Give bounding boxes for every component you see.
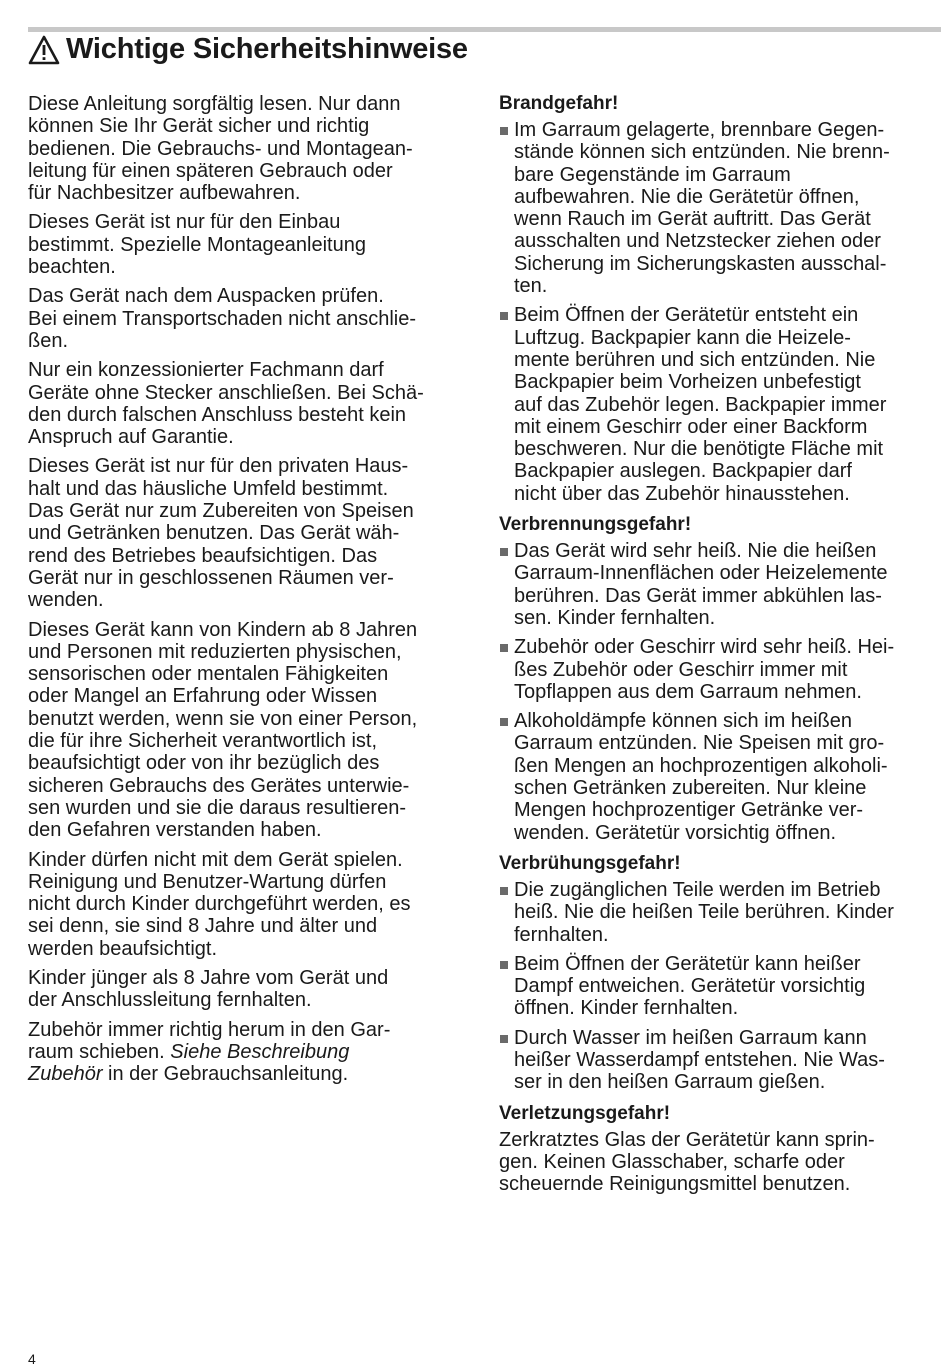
bullet-square-icon xyxy=(500,548,508,556)
line: fernhalten. xyxy=(514,923,609,946)
reference-italic: Zubehör xyxy=(28,1063,103,1086)
line: Backpapier auslegen. Backpapier darf xyxy=(514,460,852,483)
line: der Anschlussleitung fernhalten. xyxy=(28,989,312,1012)
left-paragraphs xyxy=(28,93,473,1012)
bullet-text xyxy=(514,540,944,629)
line: Dieses Gerät kann von Kindern ab 8 Jahren xyxy=(28,618,418,641)
line: berühren. Das Gerät immer abkühlen las- xyxy=(514,584,882,607)
line: Diese Anleitung sorgfältig lesen. Nur dann xyxy=(28,93,401,115)
bullet-square-icon xyxy=(500,718,508,726)
text-run: raum schieben. xyxy=(28,1040,171,1063)
line: ßen. xyxy=(28,329,69,352)
line: Reinigung und Benutzer-Wartung dürfen xyxy=(28,870,387,893)
line: nicht über das Zubehör hinausstehen. xyxy=(514,482,850,505)
line: werden beaufsichtigt. xyxy=(28,937,218,960)
line: beachten. xyxy=(28,256,116,279)
line: und Getränken benutzen. Das Gerät wäh- xyxy=(28,522,400,545)
line: leitung für einen späteren Gebrauch oder xyxy=(28,159,393,182)
line: Beim Öffnen der Gerätetür kann heißer xyxy=(514,952,861,975)
line: Im Garraum gelagerte, brennbare Gegen- xyxy=(514,119,885,141)
bullet-item xyxy=(499,710,944,844)
text-run: in der Gebrauchsanleitung. xyxy=(102,1063,349,1086)
bullet-item xyxy=(499,304,944,505)
paragraph xyxy=(28,619,473,842)
line: heiß. Nie die heißen Teile berühren. Kinder xyxy=(514,901,894,924)
bullet-text xyxy=(514,119,944,297)
line: beschweren. Nur die benötigte Fläche mit xyxy=(514,438,884,461)
line: nicht durch Kinder durchgeführt werden, es xyxy=(28,893,411,916)
line: schen Getränken zubereiten. Nur kleine xyxy=(514,777,867,800)
line: Nur ein konzessionierter Fachmann darf xyxy=(28,359,384,382)
line: Dampf entweichen. Gerätetür vorsichtig xyxy=(514,975,866,998)
line: Garraum-Innenflächen oder Heizelemente xyxy=(514,562,888,585)
line: halt und das häusliche Umfeld bestimmt. xyxy=(28,477,389,500)
line xyxy=(28,1063,473,1085)
line: ßes Zubehör oder Geschirr immer mit xyxy=(514,658,848,681)
section-heading: Brandgefahr! xyxy=(499,93,619,114)
line: können Sie Ihr Gerät sicher und richtig xyxy=(28,115,370,138)
bullet-square-icon xyxy=(500,1035,508,1043)
line: Das Gerät wird sehr heiß. Nie die heißen xyxy=(514,540,877,563)
right-column xyxy=(499,93,944,1202)
bullet-item xyxy=(499,953,944,1020)
paragraph xyxy=(28,211,473,278)
line: Alkoholdämpfe können sich im heißen xyxy=(514,710,852,733)
bullet-item xyxy=(499,636,944,703)
line: die für ihre Sicherheit verantwortlich ist, xyxy=(28,730,378,753)
bullet-square-icon xyxy=(500,644,508,652)
line: sen wurden und sie die daraus resultieren- xyxy=(28,796,406,819)
page-title xyxy=(28,33,468,66)
line: Das Gerät nach dem Auspacken prüfen. xyxy=(28,285,384,308)
bullet-square-icon xyxy=(500,312,508,320)
bullet-text xyxy=(514,636,944,703)
warning-triangle-icon xyxy=(28,35,60,65)
line: ser in den heißen Garraum gießen. xyxy=(514,1071,826,1094)
line: Backpapier beim Vorheizen unbefestigt xyxy=(514,371,861,394)
line: auf das Zubehör legen. Backpapier immer xyxy=(514,393,887,416)
bullet-text xyxy=(514,879,944,946)
line: Das Gerät nur zum Zubereiten von Speisen xyxy=(28,500,414,523)
bullet-text xyxy=(514,1027,944,1094)
line: Zubehör oder Geschirr wird sehr heiß. Hei- xyxy=(514,636,895,659)
line: rend des Betriebes beaufsichtigen. Das xyxy=(28,544,378,567)
line: ten. xyxy=(514,275,548,298)
line: wenden. Gerätetür vorsichtig öffnen. xyxy=(514,821,837,844)
line: Geräte ohne Stecker anschließen. Bei Schä- xyxy=(28,381,424,404)
line: aufbewahren. Nie die Gerätetür öffnen, xyxy=(514,185,860,208)
line: Durch Wasser im heißen Garraum kann xyxy=(514,1026,867,1049)
line: stände können sich entzünden. Nie brenn- xyxy=(514,141,890,164)
line: sei denn, sie sind 8 Jahre und älter und xyxy=(28,915,378,938)
line: Anspruch auf Garantie. xyxy=(28,426,234,449)
line: wenn Rauch im Gerät auftritt. Das Gerät xyxy=(514,208,871,231)
accessory-paragraph xyxy=(28,1019,473,1086)
bullet-square-icon xyxy=(500,127,508,135)
section-heading: Verbrennungsgefahr! xyxy=(499,514,692,536)
bullet-item xyxy=(499,119,944,297)
bullet-item xyxy=(499,879,944,946)
line: Sicherung im Sicherungskasten ausschal- xyxy=(514,252,887,275)
paragraph xyxy=(28,93,473,204)
line: Dieses Gerät ist nur für den Einbau xyxy=(28,211,341,234)
paragraph xyxy=(28,359,473,448)
line: mente berühren und sich entzünden. Nie xyxy=(514,348,876,371)
bullet-square-icon xyxy=(500,961,508,969)
line: für Nachbesitzer aufbewahren. xyxy=(28,182,301,205)
line: den Gefahren verstanden haben. xyxy=(28,819,322,842)
line: Kinder dürfen nicht mit dem Gerät spielen. xyxy=(28,848,403,871)
paragraph xyxy=(28,455,473,611)
paragraph xyxy=(28,967,473,1012)
line: öffnen. Kinder fernhalten. xyxy=(514,997,739,1020)
line: benutzt werden, wenn sie von einer Person, xyxy=(28,707,418,730)
paragraph xyxy=(28,285,473,352)
left-column xyxy=(28,93,473,1092)
paragraph xyxy=(28,849,473,960)
line: Die zugänglichen Teile werden im Betrieb xyxy=(514,878,881,901)
line: wenden. xyxy=(28,589,104,612)
bullet-text xyxy=(514,710,944,844)
line: mit einem Geschirr oder einer Backform xyxy=(514,415,868,438)
line xyxy=(28,1041,473,1063)
line: sen. Kinder fernhalten. xyxy=(514,606,716,629)
line: Gerät nur in geschlossenen Räumen ver- xyxy=(28,566,394,589)
line: den durch falschen Anschluss besteht kein xyxy=(28,403,407,426)
section-heading: Verbrühungsgefahr! xyxy=(499,852,681,874)
line: sicheren Gebrauchs des Gerätes unterwie- xyxy=(28,774,410,797)
line: Mengen hochprozentiger Getränke ver- xyxy=(514,799,864,822)
line: Garraum entzünden. Nie Speisen mit gro- xyxy=(514,732,885,755)
line: bare Gegenstände im Garraum xyxy=(514,163,791,186)
line: bedienen. Die Gebrauchs- und Montagean- xyxy=(28,137,413,160)
line: ausschalten und Netzstecker ziehen oder xyxy=(514,230,881,253)
line: oder Mangel an Erfahrung oder Wissen xyxy=(28,685,378,708)
line: bestimmt. Spezielle Montageanleitung xyxy=(28,233,366,256)
line: Zerkratztes Glas der Gerätetür kann sprin- xyxy=(499,1128,875,1151)
bullet-square-icon xyxy=(500,887,508,895)
line: Luftzug. Backpapier kann die Heizele- xyxy=(514,326,851,349)
line: ßen Mengen an hochprozentigen alkoholi- xyxy=(514,754,888,777)
header-rule xyxy=(28,27,941,32)
paragraph xyxy=(499,1129,944,1196)
line: Beim Öffnen der Gerätetür entsteht ein xyxy=(514,304,859,327)
line: Dieses Gerät ist nur für den privaten Haus- xyxy=(28,455,409,478)
reference-italic: Siehe Beschreibung xyxy=(170,1040,350,1063)
section-heading: Verletzungsgefahr! xyxy=(499,1102,671,1124)
bullet-text xyxy=(514,304,944,505)
line: und Personen mit reduzierten physischen, xyxy=(28,640,402,663)
line: heißer Wasserdampf entstehen. Nie Was- xyxy=(514,1048,885,1071)
line: Topflappen aus dem Garraum nehmen. xyxy=(514,680,862,703)
line: gen. Keinen Glasschaber, scharfe oder xyxy=(499,1150,845,1173)
bullet-item xyxy=(499,1027,944,1094)
bullet-text xyxy=(514,953,944,1020)
line: Bei einem Transportschaden nicht anschlie- xyxy=(28,307,416,330)
page-title-text: Wichtige Sicherheitshinweise xyxy=(66,33,468,65)
line: Kinder jünger als 8 Jahre vom Gerät und xyxy=(28,966,389,989)
page-number: 4 xyxy=(28,1351,36,1367)
line: sensorischen oder mentalen Fähigkeiten xyxy=(28,663,389,686)
bullet-item xyxy=(499,540,944,629)
line: scheuernde Reinigungsmittel benutzen. xyxy=(499,1173,851,1196)
line: beaufsichtigt oder von ihr bezüglich des xyxy=(28,752,380,775)
line: Zubehör immer richtig herum in den Gar- xyxy=(28,1018,391,1041)
